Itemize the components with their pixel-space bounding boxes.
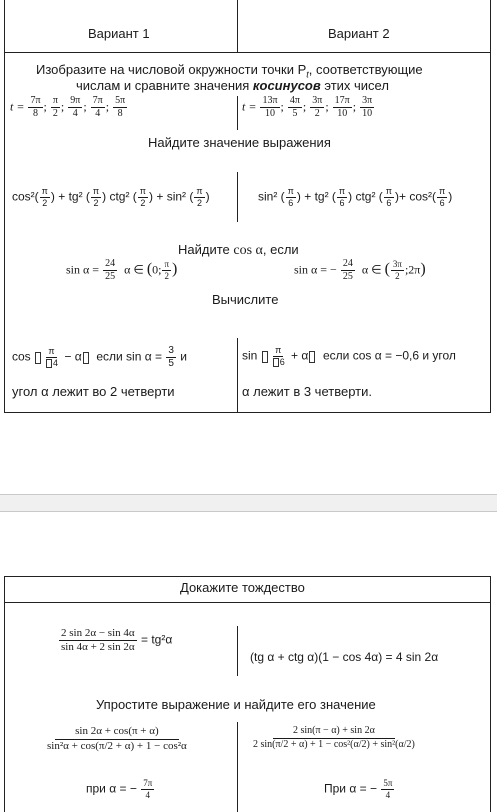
task1-line2-end: этих чисел — [320, 78, 389, 93]
task1-line2-start: числам и сравните значения — [76, 78, 253, 93]
t-value-num: 3π — [362, 95, 373, 106]
task5-heading: Докажите тождество — [180, 580, 305, 595]
t-value-num: 13π — [262, 95, 278, 106]
task1-text: Изобразите на числовой окружности точки P — [36, 62, 307, 77]
simplify1-val-den: 4 — [145, 790, 150, 800]
t-value-den: 10 — [362, 108, 373, 119]
t-value-den: 2 — [314, 108, 320, 119]
simplify1-den: sin²α + cos(π/2 + α) + 1 − cos²α — [47, 740, 187, 752]
identity1-num: 2 sin 2α − sin 4α — [61, 627, 135, 639]
task1-text-end: , соответствующие — [308, 62, 423, 77]
t-value-fraction — [51, 96, 60, 119]
simplify2-num: 2 sin(π − α) + sin 2α — [273, 726, 395, 739]
identity1-den: sin 4α + 2 sin 2α — [61, 641, 135, 653]
t-value-den: 8 — [32, 108, 38, 119]
variant-divider — [237, 0, 238, 52]
calc2-line2: α лежит в 3 четверти. — [242, 384, 372, 399]
calc-variant2: sin $\frac{\pi}{6}$ + α если cos α = −0,6 и угол — [242, 345, 456, 367]
sin1-fraction — [103, 259, 117, 282]
calc1-arg-frac: $\frac{\pi}{4}$ — [43, 347, 60, 368]
expr-divider — [237, 172, 238, 222]
pi-over-2-frac: $\frac{\pi}{2}$ — [139, 186, 147, 208]
simplify1-fraction — [45, 726, 189, 752]
t-value-num: 7π — [92, 95, 103, 106]
calc2-cond: если cos α = −0,6 и угол — [323, 348, 456, 363]
task4-heading: Вычислите — [212, 292, 279, 307]
t-value-fraction — [260, 96, 279, 119]
calc1-den: 5 — [168, 358, 174, 369]
pi-over-6-frac: $\frac{\pi}{6}$ — [439, 186, 446, 208]
identity1-fraction — [59, 628, 137, 653]
variant-2-heading: Вариант 2 — [328, 26, 390, 41]
calc1-and: и — [180, 349, 187, 364]
bottom-border-right — [490, 576, 491, 812]
simplify1-val-num: 7π — [143, 778, 153, 788]
t-value-fraction — [68, 96, 82, 119]
interval1-frac: $\frac{\pi}{2}$ — [164, 259, 170, 281]
simplify1-at: при α = − — [86, 781, 137, 796]
condition-variant1: sin α = $\frac{24}{25}$ α ∈ (0; $\frac{\pi}{2}$ ) — [66, 258, 178, 282]
expression-variant1: cos²( $\frac{\pi}{2}$ ) + tg² ( $\frac{\pi}{2}$ ) ctg² ( $\frac{\pi}{2}$ ) + sin² ( $\frac{\pi}{2}$ ) — [12, 186, 210, 208]
task1-bold-word: косинусов — [252, 78, 321, 93]
condition-variant2: sin α = − $\frac{24}{25}$ α ∈ ( $\frac{3\pi}{2}$ ;2π) — [294, 258, 426, 282]
task1-line2 — [76, 78, 389, 93]
t-value-num: π — [52, 95, 58, 106]
calc2-arg-frac: $\frac{\pi}{6}$ — [270, 346, 287, 367]
task3-text: Найдите — [178, 242, 230, 257]
t-value-num: 5π — [115, 95, 126, 106]
calc1-fraction — [166, 346, 176, 369]
calc1-cond: если sin α = — [96, 349, 163, 364]
simplify-variant2 — [250, 726, 418, 750]
simplify2-den: 2 sin(π/2 + α) + 1 − cos²(α/2) + sin²(α/2) — [253, 739, 415, 750]
simplify-divider — [237, 722, 238, 812]
pi-over-2-frac: $\frac{\pi}{2}$ — [196, 186, 203, 208]
pi-over-6-frac: $\frac{\pi}{6}$ — [338, 186, 346, 208]
identity-variant1 — [58, 628, 172, 653]
sin1-den: 25 — [105, 271, 116, 282]
sin1-num: 24 — [105, 258, 116, 269]
task1-line1 — [36, 62, 423, 80]
t-value-num: 7π — [30, 95, 41, 106]
task2-heading: Найдите значение выражения — [148, 135, 331, 150]
t-divider — [237, 96, 238, 130]
t-value-num: 17π — [334, 95, 350, 106]
task3-end: , если — [262, 242, 299, 257]
sin2-den: 25 — [342, 271, 353, 282]
bottom-border-left — [4, 576, 5, 812]
sin2-fraction — [341, 259, 355, 282]
simplify1-val-frac — [141, 779, 154, 800]
t-value-fraction — [91, 96, 105, 119]
t-value-num: 9π — [70, 95, 81, 106]
identity1-rhs: = tg²α — [141, 632, 173, 647]
t-value-num: 3π — [312, 95, 323, 106]
t-value-den: 8 — [117, 108, 123, 119]
calc1-num: 3 — [168, 345, 174, 356]
t-value-fraction — [28, 96, 42, 119]
t-values-variant1: t = $\frac{7\pi}{8}$ ; $\frac{\pi}{2}$ ; $\frac{9\pi}{4}$ ; $\frac{7\pi}{4}$ ; $\frac{5\pi}{8}$ — [10, 95, 126, 119]
task3-heading — [178, 242, 299, 259]
calc-divider — [237, 338, 238, 412]
t-label-2: t = — [242, 99, 257, 114]
simplify2-val-den: 4 — [385, 790, 391, 800]
calc2-fn: sin — [242, 348, 258, 363]
t-value-den: 4 — [95, 108, 101, 119]
simplify2-val-num: 5π — [383, 778, 393, 788]
t-value-den: 5 — [292, 108, 298, 119]
table-border-right — [490, 0, 491, 413]
t-value-den: 10 — [264, 108, 275, 119]
t-value-fraction — [113, 96, 127, 119]
bottom-top-border — [4, 576, 491, 577]
t-value-den: 10 — [337, 108, 348, 119]
pi-over-2-frac: $\frac{\pi}{2}$ — [92, 186, 100, 208]
t-value-den: 4 — [72, 108, 78, 119]
expression-variant2: sin² ( $\frac{\pi}{6}$ ) + tg² ( $\frac{\pi}{6}$ ) ctg² ( $\frac{\pi}{6}$ )+ cos²( $\frac{\pi}{6}$ ) — [258, 186, 453, 208]
simplify2-at: При α = − — [324, 781, 377, 796]
task6-heading: Упростите выражение и найдите его значение — [96, 697, 376, 712]
page-separator — [0, 494, 497, 512]
t-values-variant2: t = $\frac{13\pi}{10}$ ; $\frac{4\pi}{5}$ ; $\frac{3\pi}{2}$ ; $\frac{17\pi}{10}$ ; $\frac{3\pi}{10}$ — [242, 95, 373, 119]
calc1-line2: угол α лежит во 2 четверти — [12, 384, 175, 399]
sin2-num: 24 — [342, 258, 353, 269]
interval2-frac: $\frac{3\pi}{2}$ — [392, 259, 402, 281]
t-value-fraction — [360, 96, 374, 119]
t-value-num: 4π — [289, 95, 300, 106]
pi-over-6-frac: $\frac{\pi}{6}$ — [385, 186, 393, 208]
header-rule — [4, 52, 491, 53]
simplify2-value — [324, 779, 395, 800]
variant-1-heading: Вариант 1 — [88, 26, 150, 41]
simplify1-value — [86, 779, 155, 800]
sin2-label: sin α = − — [294, 262, 337, 277]
table-border-left — [4, 0, 5, 413]
simplify2-val-frac — [381, 779, 394, 800]
task1-subscript: t — [306, 69, 309, 80]
t-value-fraction — [333, 96, 352, 119]
calc1-fn: cos — [12, 349, 31, 364]
t-value-den: 2 — [52, 108, 58, 119]
identity-divider — [237, 626, 238, 676]
pi-over-6-frac: $\frac{\pi}{6}$ — [287, 186, 294, 208]
identity-variant2: (tg α + ctg α)(1 − cos 4α) = 4 sin 2α — [250, 650, 439, 664]
simplify2-fraction — [251, 726, 417, 750]
simplify-variant1 — [44, 726, 190, 752]
t-label-1: t = — [10, 99, 25, 114]
t-value-fraction — [288, 96, 302, 119]
sin1-label: sin α = — [66, 262, 100, 277]
pi-over-2-frac: $\frac{\pi}{2}$ — [41, 186, 48, 208]
bottom-header-rule — [4, 602, 491, 603]
table-border-bottom — [4, 412, 491, 413]
t-value-fraction — [310, 96, 324, 119]
calc-variant1: cos $\frac{\pi}{4}$ − α если sin α = $\frac{3}{5}$ и — [12, 345, 187, 369]
task3-cos: cos α — [233, 243, 263, 258]
simplify1-num: sin 2α + cos(π + α) — [55, 726, 179, 740]
